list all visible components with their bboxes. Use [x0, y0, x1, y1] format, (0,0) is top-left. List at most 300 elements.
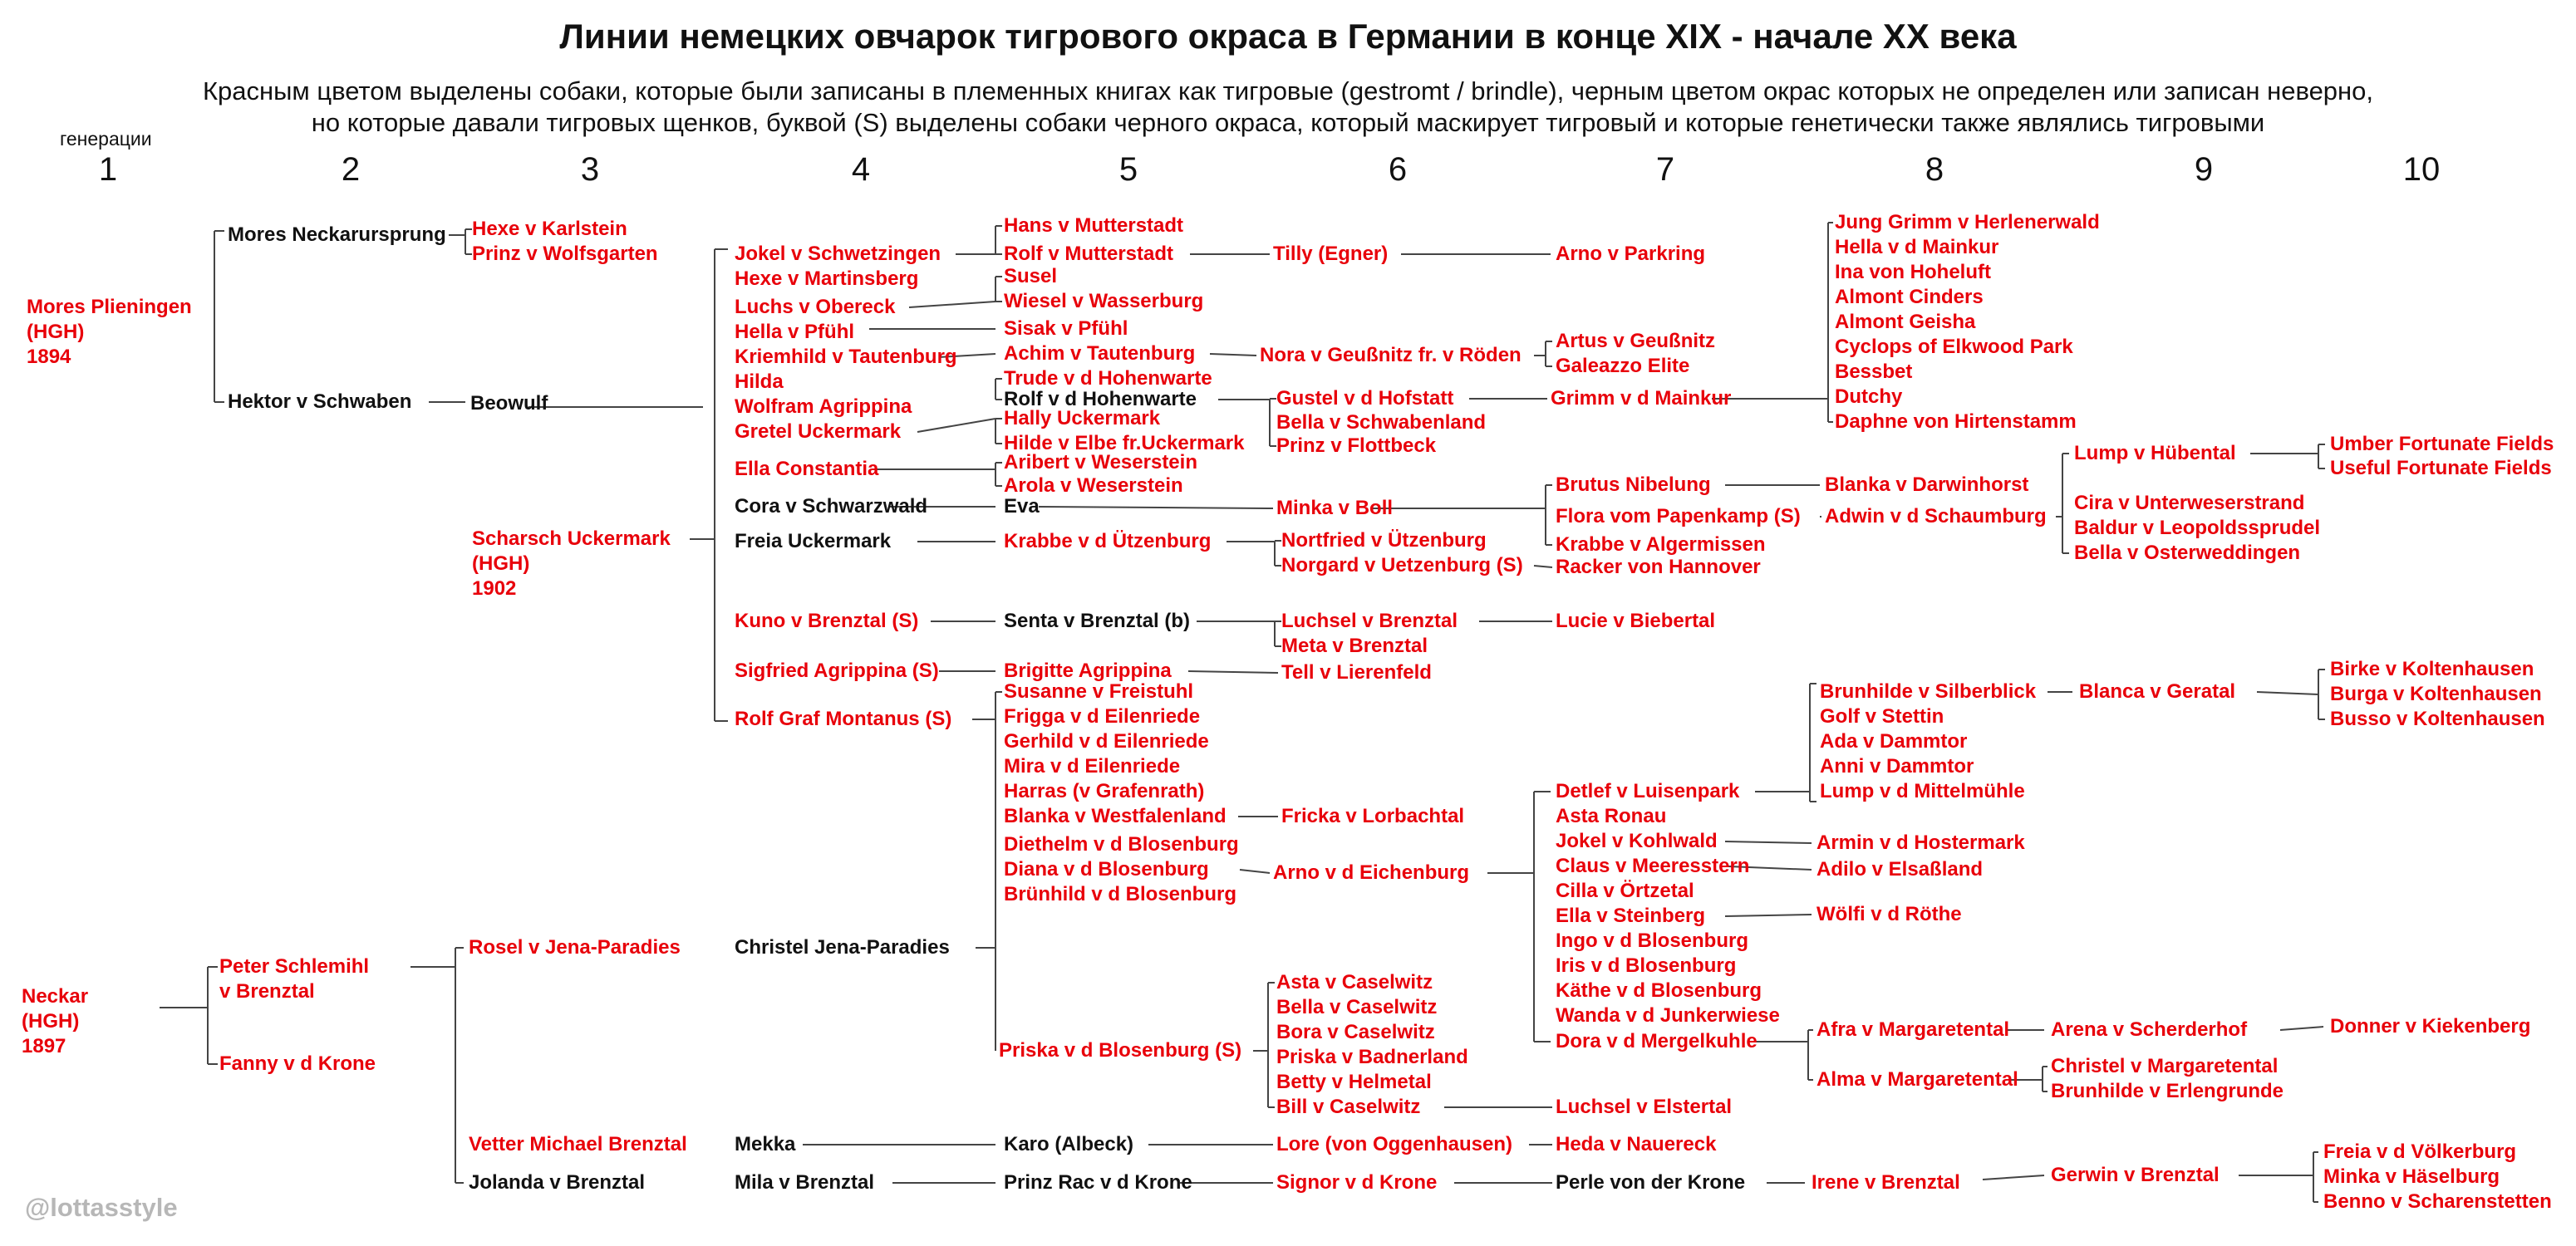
dog-cyclops: [1835, 335, 2073, 360]
dog-name-line: Frigga v d Eilenriede: [1004, 705, 1201, 728]
dog-susanne: [1004, 679, 1193, 704]
dog-name-line: Brunhilde v Silberblick: [1820, 680, 2037, 703]
dog-name-line: Iris v d Blosenburg: [1556, 954, 1737, 977]
generation-number-10: 10: [2402, 151, 2441, 188]
dog-hally: [1004, 406, 1160, 431]
dog-name-line: Diethelm v d Blosenburg: [1004, 833, 1239, 856]
dog-name-line: Arena v Scherderhof: [2051, 1018, 2248, 1041]
dog-harras: [1004, 779, 1204, 804]
dog-name-line: Armin v d Hostermark: [1816, 831, 2025, 854]
dog-name-line: Susanne v Freistuhl: [1004, 680, 1194, 703]
dog-hella_m: [1835, 235, 1998, 260]
dog-hexe_m: [735, 267, 918, 292]
dog-christel_m: [2051, 1054, 2278, 1079]
dog-luchsel_e: [1556, 1095, 1732, 1120]
dog-name-line: Afra v Margaretental: [1816, 1018, 2010, 1041]
dog-name-line: Dutchy: [1835, 385, 1903, 408]
dog-prinz_w: [472, 242, 658, 267]
connector-line: [1240, 870, 1270, 873]
dog-brunhilde_s: [1820, 679, 2036, 704]
dog-bora_c: [1276, 1020, 1435, 1045]
connector-line: [1725, 841, 1812, 843]
dog-name-line: Beowulf: [470, 392, 548, 415]
dog-gretel: [735, 419, 901, 444]
dog-name-line: Blanca v Geratal: [2079, 680, 2236, 703]
dog-racker: [1556, 555, 1761, 580]
dog-name-line: (HGH): [472, 552, 530, 575]
dog-name-line: Adwin v d Schaumburg: [1825, 505, 2047, 527]
dog-bella_c: [1276, 995, 1437, 1020]
dog-baldur: [2074, 516, 2320, 541]
dog-christel_jp: [735, 935, 950, 960]
dog-name-line: Eva: [1004, 495, 1040, 518]
dog-name-line: Mekka: [735, 1133, 796, 1155]
dog-dutchy: [1835, 385, 1902, 410]
dog-name-line: Mira v d Eilenriede: [1004, 755, 1181, 778]
dog-name-line: Kuno v Brenztal (S): [735, 610, 919, 632]
dog-name-line: Daphne von Hirtenstamm: [1835, 410, 2077, 433]
dog-name-line: Karo (Albeck): [1004, 1133, 1134, 1155]
dog-brutus: [1556, 473, 1711, 498]
dog-golf: [1820, 704, 1944, 729]
dog-name-line: Cira v Unterweserstrand: [2074, 492, 2305, 514]
dog-name-line: Ella Constantia: [735, 458, 879, 480]
dog-name-line: Freia Uckermark: [735, 530, 892, 552]
dog-minka_h: [2323, 1165, 2500, 1190]
dog-sisak: [1004, 316, 1128, 341]
dog-name-line: Grimm v d Mainkur: [1551, 387, 1732, 410]
dog-name-line: Heda v Nauereck: [1556, 1133, 1717, 1155]
dog-adwin: [1825, 504, 2047, 529]
dog-jolanda: [469, 1170, 645, 1195]
dog-fanny: [219, 1052, 376, 1077]
dog-name-line: Christel Jena-Paradies: [735, 936, 950, 959]
dog-name-line: Senta v Brenztal (b): [1004, 610, 1191, 632]
dog-name-line: Ingo v d Blosenburg: [1556, 930, 1748, 952]
dog-name-line: Signor v d Krone: [1276, 1171, 1438, 1194]
dog-kuno: [735, 609, 918, 634]
dog-asta_c: [1276, 970, 1433, 995]
dog-hexe_k: [472, 217, 627, 242]
generation-number-3: 3: [580, 151, 600, 188]
dog-name-line: Harras (v Grafenrath): [1004, 780, 1205, 802]
dog-wiesel: [1004, 289, 1203, 314]
dog-mekka: [735, 1132, 795, 1157]
dog-name-line: Hella v Pfühl: [735, 321, 855, 343]
dog-betty: [1276, 1070, 1432, 1095]
dog-frigga: [1004, 704, 1200, 729]
generation-number-4: 4: [851, 151, 871, 188]
dog-name-line: Detlef v Luisenpark: [1556, 780, 1740, 802]
generation-number-5: 5: [1118, 151, 1138, 188]
dog-anni: [1820, 754, 1974, 779]
dog-name-line: Luchsel v Brenztal: [1281, 610, 1458, 632]
dog-grimm: [1551, 386, 1731, 411]
dog-claus: [1556, 854, 1749, 879]
dog-rolf_gm: [735, 707, 951, 732]
generation-number-6: 6: [1388, 151, 1408, 188]
dog-name-line: Trude v d Hohenwarte: [1004, 367, 1212, 390]
dog-ada: [1820, 729, 1967, 754]
dog-name-line: Luchs v Obereck: [735, 296, 896, 318]
legend-line-2: но которые давали тигровых щенков, буквой (S) выделены собаки черного окраса, который маскирует тигровый и которые генетически также являлись тигровыми: [311, 108, 2265, 137]
generations-label: генерации: [60, 128, 152, 150]
dog-name-line: Irene v Brenztal: [1812, 1171, 1960, 1194]
dog-name-line: Freia v d Völkerburg: [2323, 1141, 2517, 1163]
dog-name-line: Golf v Stettin: [1820, 705, 1944, 728]
dog-name-line: Busso v Koltenhausen: [2330, 708, 2545, 730]
dog-name-line: Fanny v d Krone: [219, 1052, 376, 1075]
dog-name-line: Rolf v d Hohenwarte: [1004, 388, 1197, 410]
dog-name-line: Lump v d Mittelmühle: [1820, 780, 2025, 802]
dog-name-line: Brutus Nibelung: [1556, 473, 1711, 496]
dog-name-line: Mila v Brenztal: [735, 1171, 875, 1194]
dog-dora: [1556, 1029, 1757, 1054]
dog-name-line: Gretel Uckermark: [735, 420, 902, 443]
generation-number-9: 9: [2194, 151, 2214, 188]
dog-name-line: Prinz v Wolfsgarten: [472, 243, 658, 265]
connector-line: [1534, 566, 1552, 567]
dog-eva: [1004, 494, 1040, 519]
dog-hans_m: [1004, 213, 1183, 238]
dog-bill: [1276, 1095, 1420, 1120]
dog-irene: [1812, 1170, 1960, 1195]
dog-prinz_f: [1276, 434, 1436, 459]
dog-name-line: Fricka v Lorbachtal: [1281, 805, 1465, 827]
dog-name-line: 1902: [472, 577, 517, 600]
dog-brunhilde_e: [2051, 1079, 2283, 1104]
watermark: @lottasstyle: [25, 1193, 178, 1222]
dog-ingo: [1556, 929, 1748, 954]
dog-name-line: Ada v Dammtor: [1820, 730, 1968, 753]
connector-line: [1983, 1175, 2044, 1180]
dog-afra: [1816, 1018, 2009, 1042]
dog-name-line: Burga v Koltenhausen: [2330, 683, 2542, 705]
dog-priska_bad: [1276, 1045, 1468, 1070]
dog-freia_u: [735, 529, 891, 554]
dog-name-line: Lore (von Oggenhausen): [1276, 1133, 1513, 1155]
dog-galeazzo: [1556, 354, 1689, 379]
dog-name-line: Minka v Häselburg: [2323, 1165, 2500, 1188]
dog-almont_c: [1835, 285, 1984, 310]
dog-diana: [1004, 857, 1209, 882]
dog-kriemhild: [735, 345, 957, 370]
dog-name-line: Norgard v Uetzenburg (S): [1281, 554, 1523, 576]
dog-name-line: Aribert v Weserstein: [1004, 451, 1197, 473]
dog-artus: [1556, 329, 1715, 354]
dog-name-line: (HGH): [22, 1010, 80, 1033]
dog-ina: [1835, 260, 1991, 285]
dog-name-line: 1897: [22, 1035, 66, 1057]
dog-name-line: Arno v d Eichenburg: [1273, 861, 1470, 884]
dog-name-line: Cilla v Örtzetal: [1556, 880, 1694, 902]
dog-mira: [1004, 754, 1180, 779]
dog-name-line: Almont Geisha: [1835, 311, 1976, 333]
dog-name-line: Tell v Lierenfeld: [1281, 661, 1432, 684]
dog-name-line: Gerwin v Brenztal: [2051, 1164, 2220, 1186]
dog-name-line: Ella v Steinberg: [1556, 905, 1706, 927]
dog-name-line: Prinz v Flottbeck: [1276, 434, 1437, 457]
dog-name-line: Rolf Graf Montanus (S): [735, 708, 952, 730]
dog-lucie: [1556, 609, 1715, 634]
dog-name-line: Priska v Badnerland: [1276, 1046, 1468, 1068]
dog-name-line: 1894: [27, 346, 71, 368]
connector-line: [1725, 915, 1812, 916]
dog-name-line: Sisak v Pfühl: [1004, 317, 1128, 340]
dog-iris: [1556, 954, 1736, 979]
dog-wolfram: [735, 395, 912, 419]
dog-gerwin: [2051, 1163, 2220, 1188]
dog-name-line: Asta Ronau: [1556, 805, 1667, 827]
connector-line: [1188, 671, 1278, 673]
dog-name-line: Bella v Osterweddingen: [2074, 542, 2301, 564]
dog-name-line: Claus v Meeresstern: [1556, 855, 1750, 877]
dog-mores: [27, 295, 192, 370]
dog-name-line: Diana v d Blosenburg: [1004, 858, 1209, 881]
dog-name-line: Susel: [1004, 265, 1058, 287]
dog-mores_neck: [228, 223, 446, 248]
dog-armin: [1816, 831, 2025, 856]
dog-donner: [2330, 1014, 2530, 1039]
dog-tilly: [1273, 242, 1388, 267]
dog-bella_o: [2074, 541, 2300, 566]
dog-name-line: Bora v Caselwitz: [1276, 1021, 1435, 1043]
dog-wolfi: [1816, 902, 1962, 927]
generation-number-7: 7: [1655, 151, 1675, 188]
dog-gerhild: [1004, 729, 1209, 754]
dog-cora: [735, 494, 927, 519]
dog-signor: [1276, 1170, 1437, 1195]
dog-name-line: Tilly (Egner): [1273, 243, 1389, 265]
dog-name-line: Hans v Mutterstadt: [1004, 214, 1184, 237]
dog-name-line: Arola v Weserstein: [1004, 474, 1183, 497]
dog-priska_b: [999, 1038, 1241, 1063]
dog-name-line: Luchsel v Elstertal: [1556, 1096, 1733, 1118]
dog-minka_b: [1276, 496, 1393, 521]
dog-name-line: Almont Cinders: [1835, 286, 1984, 308]
dog-norgard: [1281, 553, 1523, 578]
dog-rolf_m: [1004, 242, 1173, 267]
dog-name-line: Jung Grimm v Herlenerwald: [1835, 211, 2100, 233]
dog-achim: [1004, 341, 1195, 366]
dog-name-line: Dora v d Mergelkuhle: [1556, 1030, 1757, 1052]
dog-cira: [2074, 491, 2304, 516]
connector-line: [917, 419, 995, 432]
dog-wanda: [1556, 1003, 1780, 1028]
dog-bessbet: [1835, 360, 1912, 385]
dog-name-line: Blanka v Darwinhorst: [1825, 473, 2029, 496]
dog-lore: [1276, 1132, 1512, 1157]
dog-kathe: [1556, 979, 1762, 1003]
dog-prinz_rac: [1004, 1170, 1192, 1195]
dog-cilla: [1556, 879, 1694, 904]
dog-hilda: [735, 370, 784, 395]
dog-name-line: Jokel v Schwetzingen: [735, 243, 941, 265]
dog-krabbe_a: [1556, 532, 1766, 557]
dog-name-line: Hilde v Elbe fr.Uckermark: [1004, 432, 1245, 454]
dog-name-line: Asta v Caselwitz: [1276, 971, 1433, 993]
dog-name-line: Käthe v d Blosenburg: [1556, 979, 1762, 1002]
dog-bella_s: [1276, 410, 1486, 435]
dog-name-line: Hexe v Karlstein: [472, 218, 627, 240]
dog-name-line: Mores Neckarursprung: [228, 223, 446, 246]
dog-name-line: Achim v Tautenburg: [1004, 342, 1196, 365]
dog-tell: [1281, 660, 1432, 685]
dog-ella_c: [735, 457, 878, 482]
dog-name-line: Gustel v d Hofstatt: [1276, 387, 1454, 410]
dog-name-line: Rosel v Jena-Paradies: [469, 936, 681, 959]
dog-name-line: Arno v Parkring: [1556, 243, 1706, 265]
dog-name-line: Baldur v Leopoldssprudel: [2074, 517, 2321, 539]
dog-perle: [1556, 1170, 1745, 1195]
dog-arno_p: [1556, 242, 1705, 267]
dog-name-line: Hella v d Mainkur: [1835, 236, 1999, 258]
dog-name-line: Cora v Schwarzwald: [735, 495, 928, 518]
dog-useful: [2330, 456, 2552, 481]
dog-alma: [1816, 1067, 2018, 1092]
dog-diethelm: [1004, 832, 1239, 857]
dog-name-line: Brünhild v d Blosenburg: [1004, 883, 1236, 905]
dog-brunhild: [1004, 882, 1236, 907]
dog-name-line: Betty v Helmetal: [1276, 1071, 1432, 1093]
dog-name-line: Alma v Margaretental: [1816, 1068, 2018, 1091]
dog-name-line: Wölfi v d Röthe: [1816, 903, 1962, 925]
dog-senta: [1004, 609, 1190, 634]
dog-name-line: Gerhild v d Eilenriede: [1004, 730, 1209, 753]
dog-name-line: Sigfried Agrippina (S): [735, 660, 939, 682]
dog-hektor: [228, 390, 411, 415]
dog-name-line: v Brenztal: [219, 980, 315, 1003]
dog-name-line: Anni v Dammtor: [1820, 755, 1974, 778]
dog-birke: [2330, 657, 2534, 682]
dog-name-line: Useful Fortunate Fields: [2330, 457, 2552, 479]
connector-line: [2257, 692, 2318, 694]
dog-name-line: Racker von Hannover: [1556, 556, 1761, 578]
dog-name-line: Galeazzo Elite: [1556, 355, 1690, 377]
dog-susel: [1004, 264, 1057, 289]
dog-name-line: Neckar: [22, 985, 89, 1008]
dog-name-line: Benno v Scharenstetten: [2323, 1190, 2552, 1213]
dog-name-line: Donner v Kiekenberg: [2330, 1015, 2531, 1038]
dog-name-line: Mores Plieningen: [27, 296, 192, 318]
dog-almont_g: [1835, 310, 1975, 335]
dog-asta_r: [1556, 804, 1666, 829]
dog-name-line: Wanda v d Junkerwiese: [1556, 1004, 1780, 1027]
dog-name-line: Rolf v Mutterstadt: [1004, 243, 1173, 265]
dog-nora: [1260, 343, 1522, 368]
dog-name-line: Jokel v Kohlwald: [1556, 830, 1718, 852]
dog-mila: [735, 1170, 874, 1195]
dog-name-line: Cyclops of Elkwood Park: [1835, 336, 2073, 358]
dog-blanka_d: [1825, 473, 2028, 498]
dog-gustel: [1276, 386, 1453, 411]
dog-benno: [2323, 1190, 2552, 1214]
page-title: Линии немецких овчарок тигрового окраса в Германии в конце XIX - начале XX века: [559, 17, 2017, 56]
dog-jokel_k: [1556, 829, 1718, 854]
dog-nortfried: [1281, 528, 1487, 553]
dog-name-line: Meta v Brenztal: [1281, 635, 1428, 657]
connector-line: [1210, 354, 1256, 356]
dog-krabbe_u: [1004, 529, 1211, 554]
dog-heda: [1556, 1132, 1716, 1157]
dog-name-line: Bessbet: [1835, 361, 1913, 383]
dog-name-line: Hally Uckermark: [1004, 407, 1161, 429]
dog-name-line: Kriemhild v Tautenburg: [735, 346, 957, 368]
dog-name-line: Adilo v Elsaßland: [1816, 858, 1984, 881]
dog-karo: [1004, 1132, 1133, 1157]
legend-line-1: Красным цветом выделены собаки, которые были записаны в племенных книгах как тигровые (gestromt / brindle), черным цветом окрас которых не определен или записан неверно,: [202, 76, 2374, 105]
dog-name-line: Flora vom Papenkamp (S): [1556, 505, 1801, 527]
dog-name-line: Hexe v Martinsberg: [735, 267, 919, 290]
dog-jung_grimm: [1835, 210, 2100, 235]
dog-fricka: [1281, 804, 1464, 829]
dog-name-line: (HGH): [27, 321, 85, 343]
dog-name-line: Brigitte Agrippina: [1004, 660, 1172, 682]
dog-name-line: Blanka v Westfalenland: [1004, 805, 1227, 827]
dog-flora: [1556, 504, 1801, 529]
generation-number-1: 1: [98, 151, 118, 188]
dog-name-line: Krabbe v Algermissen: [1556, 533, 1766, 556]
dog-name-line: Perle von der Krone: [1556, 1171, 1746, 1194]
dog-neckar: [22, 984, 88, 1059]
dog-jokel_s: [735, 242, 941, 267]
dog-rosel: [469, 935, 681, 960]
dog-name-line: Scharsch Uckermark: [472, 527, 671, 550]
dog-meta: [1281, 634, 1428, 659]
dog-name-line: Brunhilde v Erlengrunde: [2051, 1080, 2284, 1102]
connector-line: [909, 302, 995, 307]
dog-name-line: Minka v Boll: [1276, 497, 1394, 519]
dog-name-line: Bella v Caselwitz: [1276, 996, 1438, 1018]
dog-name-line: Umber Fortunate Fields: [2330, 433, 2554, 455]
dog-blanka_w: [1004, 804, 1227, 829]
dog-busso: [2330, 707, 2545, 732]
dog-beowulf: [470, 391, 548, 416]
generation-number-8: 8: [1925, 151, 1944, 188]
dog-burga: [2330, 682, 2542, 707]
generation-number-2: 2: [341, 151, 361, 188]
dog-name-line: Wiesel v Wasserburg: [1004, 290, 1204, 312]
dog-name-line: Nortfried v Ützenburg: [1281, 529, 1487, 552]
dog-name-line: Jolanda v Brenztal: [469, 1171, 646, 1194]
dog-peter: [219, 954, 369, 1004]
dog-name-line: Lump v Hübental: [2074, 442, 2236, 464]
dog-daphne: [1835, 410, 2077, 434]
dog-arena: [2051, 1018, 2247, 1042]
dog-umber: [2330, 432, 2554, 457]
connector-line: [1039, 507, 1273, 508]
dog-name-line: Vetter Michael Brenztal: [469, 1133, 687, 1155]
dog-hella_p: [735, 320, 854, 345]
dog-detlef: [1556, 779, 1739, 804]
dog-vetter: [469, 1132, 687, 1157]
dog-luchsel_b: [1281, 609, 1458, 634]
dog-sigfried: [735, 659, 939, 684]
dog-arno_e: [1273, 861, 1469, 885]
dog-name-line: Nora v Geußnitz fr. v Röden: [1260, 344, 1522, 366]
dog-freia_v: [2323, 1140, 2516, 1165]
dog-scharsch: [472, 527, 671, 601]
dog-luchs_o: [735, 295, 895, 320]
dog-name-line: Hektor v Schwaben: [228, 390, 412, 413]
dog-lump_m: [1820, 779, 2025, 804]
dog-ella_st: [1556, 904, 1705, 929]
dog-name-line: Krabbe v d Ützenburg: [1004, 530, 1212, 552]
dog-aribert: [1004, 450, 1197, 475]
dog-name-line: Hilda: [735, 370, 784, 393]
dog-lump_h: [2074, 441, 2236, 466]
dog-name-line: Bill v Caselwitz: [1276, 1096, 1421, 1118]
